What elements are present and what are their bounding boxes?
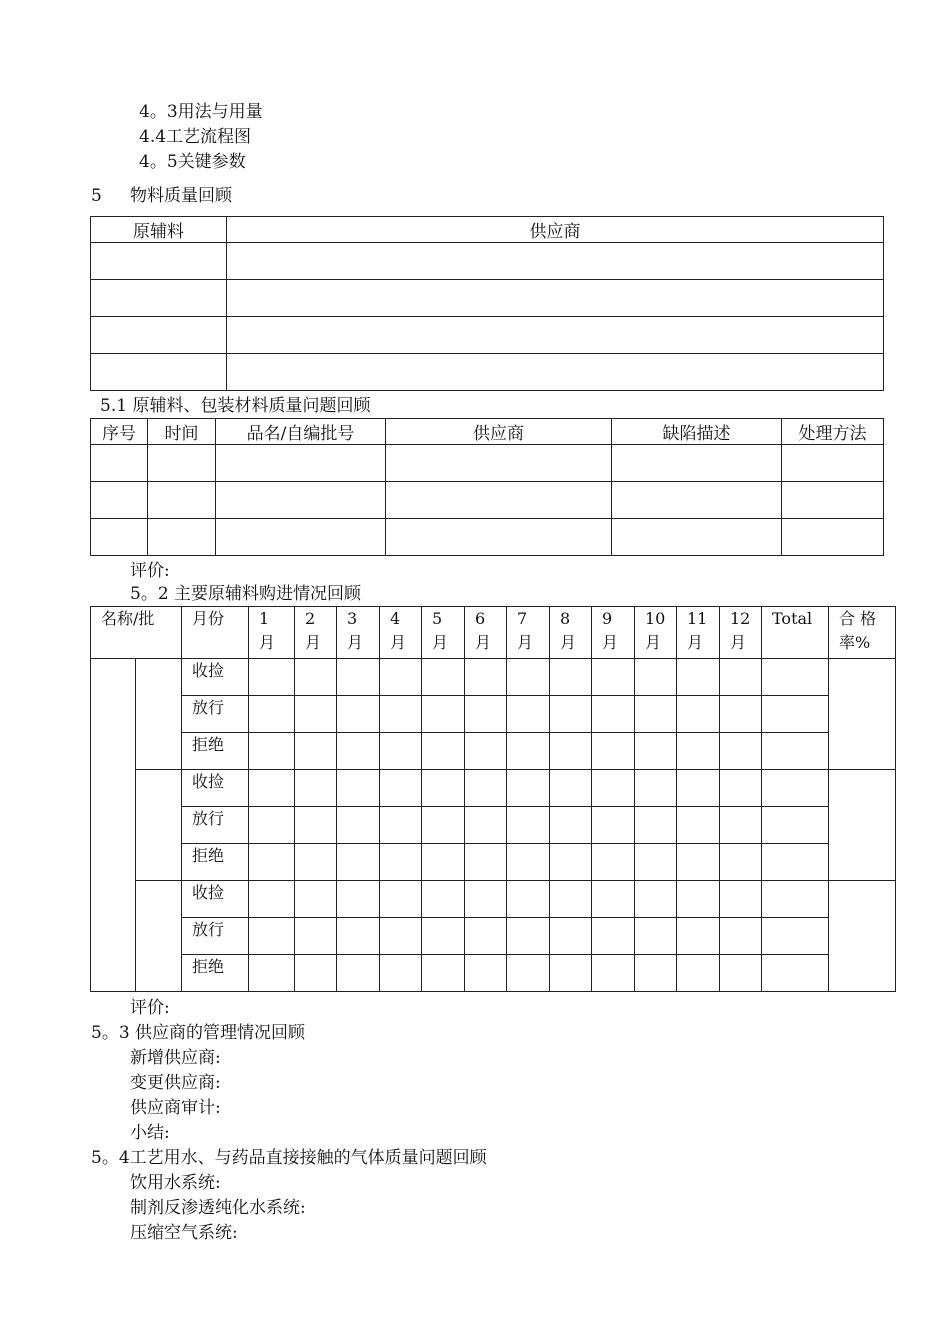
- batch-cell: [136, 770, 182, 881]
- table-row: [91, 881, 896, 918]
- header-defect: 缺陷描述: [612, 419, 782, 445]
- header-supplier: 供应商: [386, 419, 612, 445]
- header-month-4: 4 月: [380, 607, 422, 659]
- row-label-received: 收捡: [182, 770, 249, 807]
- changed-supplier-label: 变更供应商:: [130, 1073, 221, 1093]
- header-month-10: 10 月: [635, 607, 677, 659]
- row-label-rejected: 拒绝: [182, 844, 249, 881]
- batch-cell: [136, 881, 182, 992]
- header-month-7: 7 月: [507, 607, 550, 659]
- row-label-released: 放行: [182, 696, 249, 733]
- purchase-table: [90, 606, 896, 992]
- table-row: [91, 445, 884, 482]
- name-cell: [91, 659, 136, 992]
- header-month-6: 6 月: [465, 607, 507, 659]
- header-time: 时间: [148, 419, 216, 445]
- section-5-2-title: 5。2 主要原辅料购进情况回顾: [130, 584, 362, 604]
- supplier-audit-label: 供应商审计:: [130, 1098, 221, 1118]
- row-label-released: 放行: [182, 918, 249, 955]
- row-label-rejected: 拒绝: [182, 733, 249, 770]
- outline-item-4-4: 4.4工艺流程图: [139, 127, 252, 147]
- row-label-rejected: 拒绝: [182, 955, 249, 992]
- purified-water-label: 制剂反渗透纯化水系统:: [130, 1198, 306, 1218]
- section-5-title: 物料质量回顾: [130, 186, 232, 206]
- header-month-12: 12 月: [720, 607, 762, 659]
- header-raw-material: 原辅料: [91, 217, 227, 243]
- row-label-received: 收捡: [182, 881, 249, 918]
- outline-item-4-5: 4。5关键参数: [139, 152, 246, 172]
- table-row: [91, 354, 884, 391]
- evaluation-label: 评价:: [130, 998, 170, 1018]
- table-row: [91, 659, 896, 696]
- table-row: [91, 317, 884, 354]
- new-supplier-label: 新增供应商:: [130, 1048, 221, 1068]
- header-month-5: 5 月: [422, 607, 465, 659]
- batch-cell: [136, 659, 182, 770]
- header-supplier: 供应商: [227, 217, 884, 243]
- compressed-air-label: 压缩空气系统:: [130, 1223, 238, 1243]
- header-total: Total: [762, 607, 829, 659]
- pass-rate-cell: [829, 659, 896, 770]
- outline-item-4-3: 4。3用法与用量: [139, 102, 263, 122]
- table-row: [91, 733, 896, 770]
- pass-rate-cell: [829, 770, 896, 881]
- section-5-4-title: 5。4工艺用水、与药品直接接触的气体质量问题回顾: [91, 1148, 487, 1168]
- header-month-8: 8 月: [550, 607, 592, 659]
- table-row: [91, 770, 896, 807]
- table-row: [91, 519, 884, 556]
- header-name-batch: 名称/批: [91, 607, 182, 659]
- section-5-3-title: 5。3 供应商的管理情况回顾: [91, 1023, 306, 1043]
- materials-table: [90, 216, 884, 391]
- table-row: [91, 243, 884, 280]
- row-label-received: 收捡: [182, 659, 249, 696]
- quality-issues-table: [90, 418, 884, 556]
- header-serial: 序号: [91, 419, 148, 445]
- section-5-number: 5: [91, 186, 102, 206]
- pass-rate-cell: [829, 881, 896, 992]
- header-handling: 处理方法: [782, 419, 884, 445]
- header-pass-rate: 合 格 率%: [829, 607, 896, 659]
- table-row: [91, 807, 896, 844]
- table-row: [91, 955, 896, 992]
- header-month-1: 1 月: [249, 607, 295, 659]
- table-row: [91, 280, 884, 317]
- table-row: [91, 918, 896, 955]
- header-month: 月份: [182, 607, 249, 659]
- table-row: [91, 844, 896, 881]
- row-label-released: 放行: [182, 807, 249, 844]
- table-row: [91, 696, 896, 733]
- table-row: [91, 482, 884, 519]
- header-month-3: 3 月: [337, 607, 380, 659]
- section-5-1-title: 5.1 原辅料、包装材料质量问题回顾: [100, 396, 371, 416]
- drinking-water-label: 饮用水系统:: [130, 1173, 221, 1193]
- header-month-2: 2 月: [295, 607, 337, 659]
- header-product-batch: 品名/自编批号: [216, 419, 386, 445]
- header-month-11: 11 月: [677, 607, 720, 659]
- header-month-9: 9 月: [592, 607, 635, 659]
- evaluation-label: 评价:: [130, 561, 170, 581]
- summary-label: 小结:: [130, 1123, 170, 1143]
